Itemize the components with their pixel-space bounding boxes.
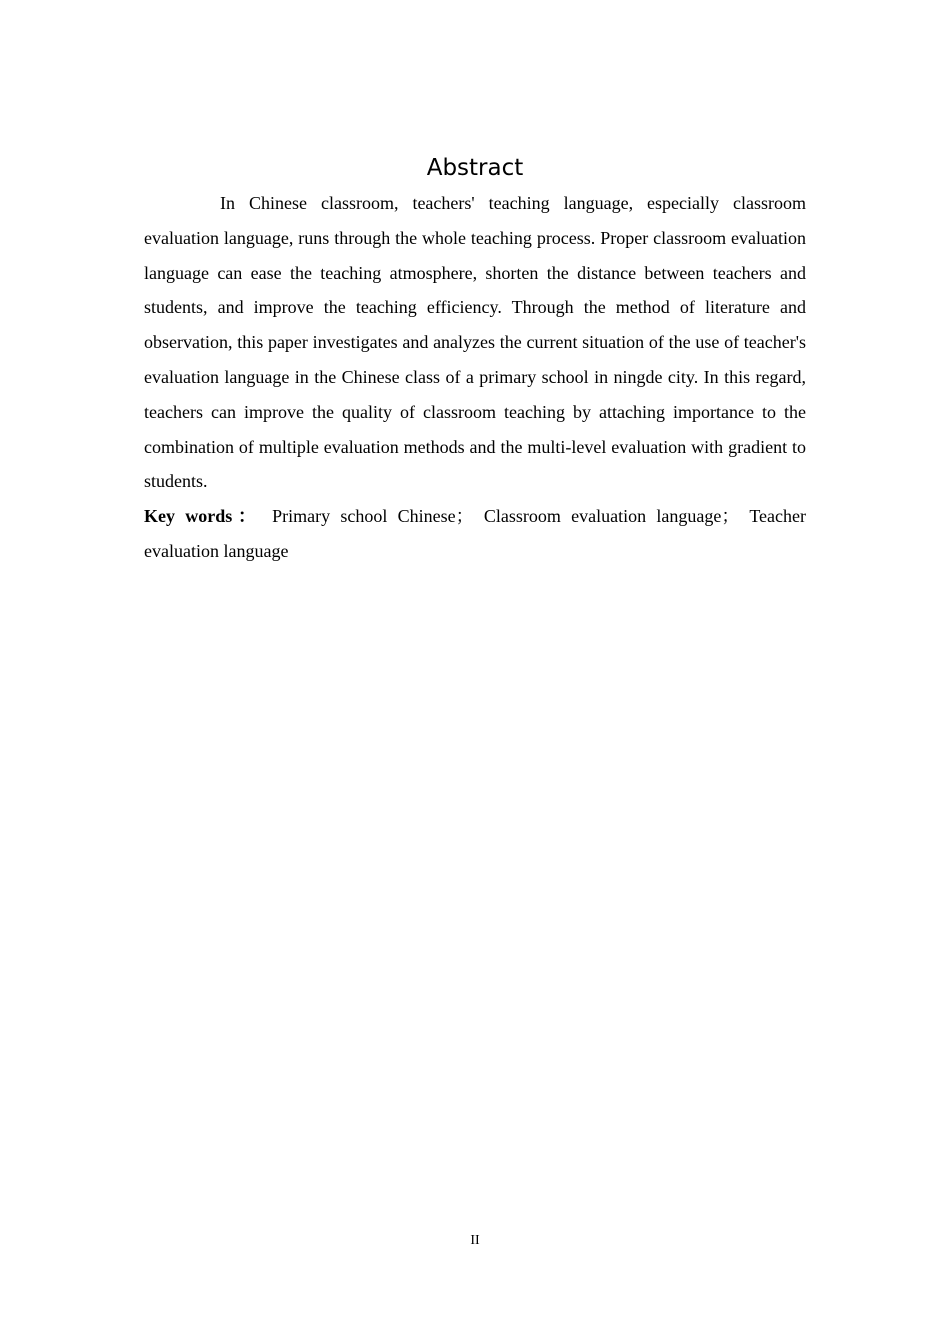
keyword-item: Classroom evaluation language bbox=[483, 506, 722, 527]
page-number: II bbox=[470, 1233, 480, 1248]
keyword-item: Primary school Chinese bbox=[272, 506, 456, 527]
abstract-paragraph: In Chinese classroom, teachers' teaching language, especially classroom evaluation language, runs through the whole teaching process. Proper classroom evaluation language can ease the teaching atmosphere, shorten the distance between teachers and students, and improve the teaching efficiency. Through the method of literature and observation, this paper investigates and analyzes the current situation of the use of teacher's evaluation language in the Chinese class of a primary school in ningde city. In this regard, teachers can improve the quality of classroom teaching by attaching importance to the combination of multiple evaluation methods and the multi-level evaluation with gradient to students. bbox=[144, 193, 806, 492]
keywords-label: Key words： bbox=[144, 506, 262, 527]
keywords-paragraph bbox=[144, 499, 806, 569]
keyword-separator: ； bbox=[721, 506, 740, 527]
abstract-title: Abstract bbox=[426, 155, 524, 181]
abstract-body bbox=[144, 186, 806, 569]
keyword-item: Teacher evaluation language bbox=[144, 506, 807, 561]
keyword-separator: ； bbox=[455, 506, 474, 527]
